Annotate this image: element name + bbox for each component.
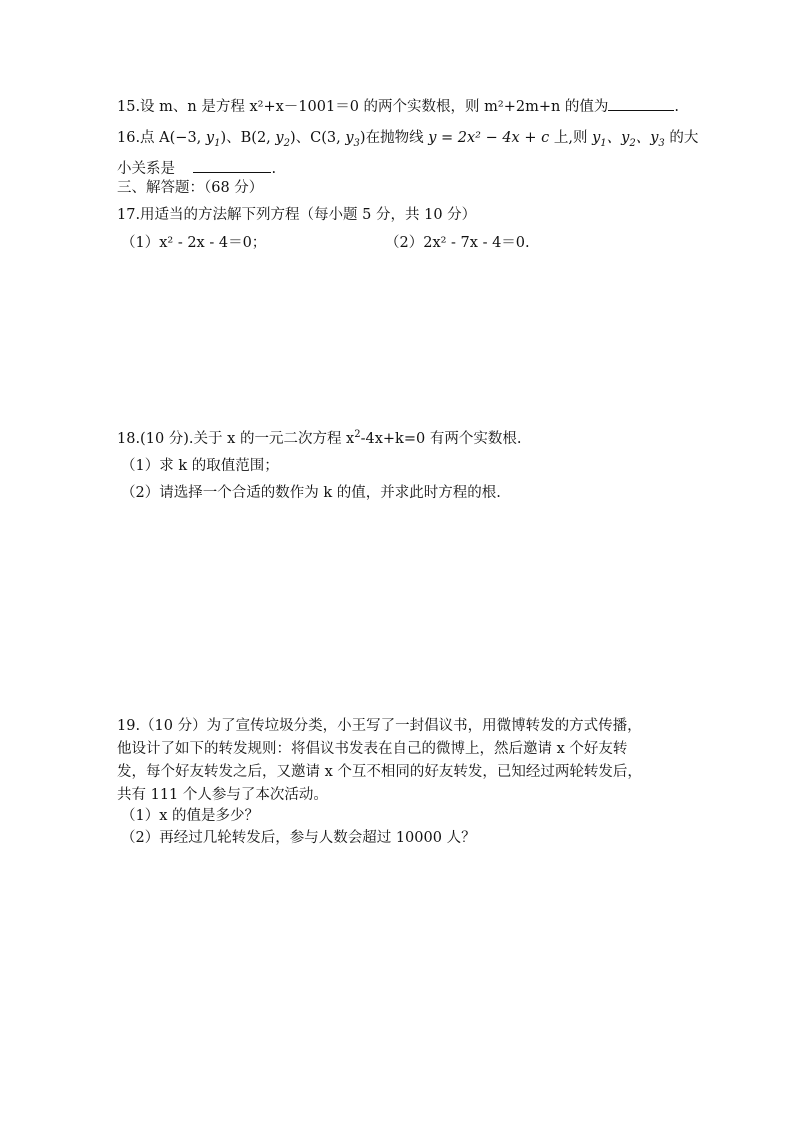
question-16-continued: 小关系是 . xyxy=(117,158,276,179)
question-17-title: 17.用适当的方法解下列方程（每小题 5 分，共 10 分） xyxy=(117,207,477,223)
q16-answer-blank[interactable] xyxy=(193,158,271,173)
question-15: 15.设 m、n 是方程 x²+x－1001＝0 的两个实数根，则 m²+2m+n 的值为 . xyxy=(117,96,679,117)
question-18-part-1: （1）求 k 的取值范围； xyxy=(121,458,279,474)
y1-symbol: $y_1$ xyxy=(205,130,221,149)
y-list: $y_1$、$y_2$、$y_3$ xyxy=(592,130,665,149)
q15-answer-blank[interactable] xyxy=(608,96,674,111)
y3-symbol: $y_3$ xyxy=(345,130,360,149)
question-19-line-2: 他设计了如下的转发规则：将倡议书发表在自己的微博上，然后邀请 x 个好友转 xyxy=(117,741,628,757)
question-19-line-1: 19.（10 分）为了宣传垃圾分类，小王写了一封倡议书，用微博转发的方式传播， xyxy=(117,718,642,734)
y2-symbol: $y_2$ xyxy=(275,130,290,149)
q15-text: 15.设 m、n 是方程 x²+x－1001＝0 的两个实数根，则 m²+2m+n 的值为 xyxy=(117,99,609,115)
question-18-part-2: （2）请选择一个合适的数作为 k 的值，并求此时方程的根. xyxy=(121,485,501,501)
question-17-part-1: （1）x² - 2x - 4＝0； xyxy=(121,235,267,251)
question-19-part-2: （2）再经过几轮转发后，参与人数会超过 10000 人？ xyxy=(121,830,476,846)
question-19-part-1: （1）x 的值是多少？ xyxy=(121,808,260,824)
question-18-title: 18.(10 分).关于 x 的一元二次方程 $x^2-4x+k=0$ 有两个实数根. xyxy=(117,429,522,447)
question-19-line-3: 发，每个好友转发之后，又邀请 x 个互不相同的好友转发，已知经过两轮转发后， xyxy=(117,764,642,780)
section-heading: 三、解答题：（68 分） xyxy=(117,180,264,196)
question-16: 16.点 A(−3, $y_1$)、B(2, $y_2$)、C(3, $y_3$)在抛物线 y = 2x² − 4x + c 上,则 $y_1$、$y_2$、$y_3$ 的大 xyxy=(117,130,699,149)
parabola-equation: y = 2x² − 4x + c xyxy=(428,130,550,146)
question-19-line-4: 共有 111 个人参与了本次活动。 xyxy=(117,787,328,803)
question-17-part-2: （2）2x² - 7x - 4＝0. xyxy=(385,235,530,251)
